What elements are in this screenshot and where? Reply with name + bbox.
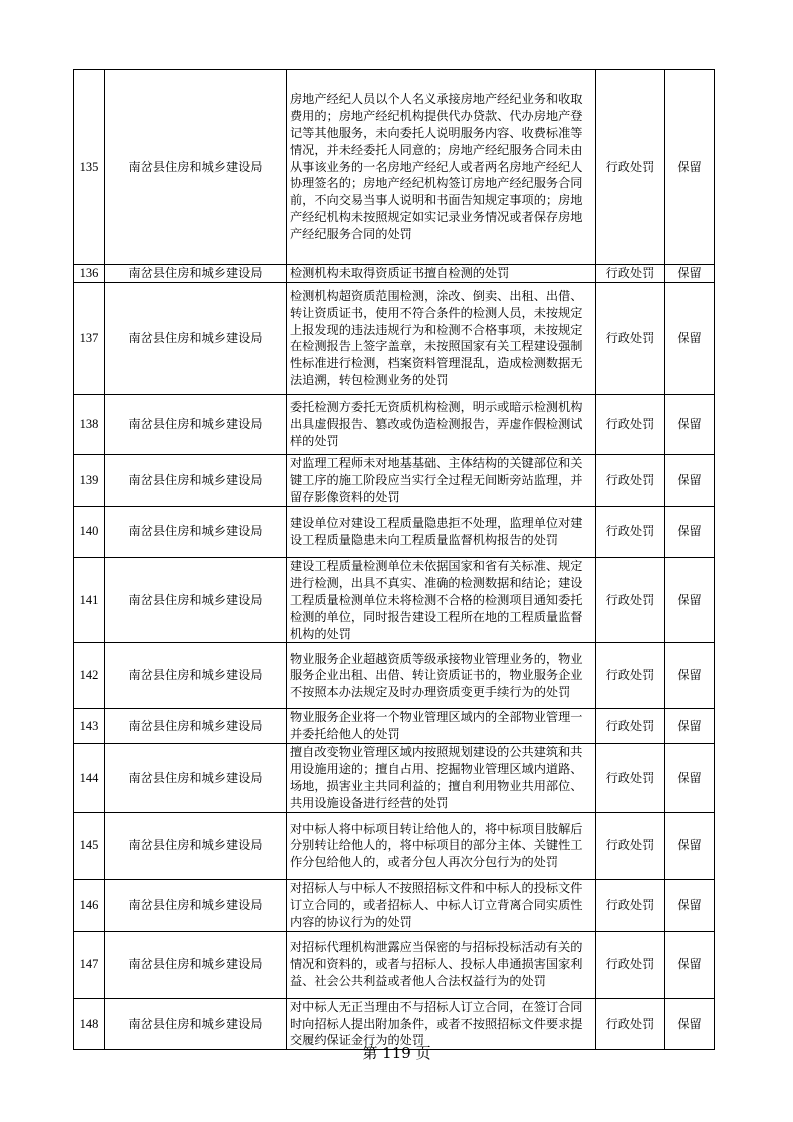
content-cell: 对监理工程师未对地基基础、主体结构的关键部位和关键工序的施工阶段应当实行全过程无间断旁站监理，并留存影像资料的处罚 [287,454,596,506]
content-cell: 物业服务企业超越资质等级承接物业管理业务的，物业服务企业出租、出借、转让资质证书的，物业服务企业不按照本办法规定及时办理资质变更手续行为的处罚 [287,643,596,709]
row-number: 142 [74,643,105,709]
table-row [74,506,715,557]
department-cell: 南岔县住房和城乡建设局 [105,454,287,506]
type-cell: 行政处罚 [596,506,665,557]
department-cell: 南岔县住房和城乡建设局 [105,265,287,283]
type-cell: 行政处罚 [596,394,665,454]
department-cell: 南岔县住房和城乡建设局 [105,506,287,557]
status-cell: 保留 [665,70,715,265]
department-cell: 南岔县住房和城乡建设局 [105,557,287,643]
row-number: 144 [74,744,105,813]
department-cell: 南岔县住房和城乡建设局 [105,282,287,394]
table-row [74,70,715,265]
type-cell: 行政处罚 [596,70,665,265]
content-cell: 房地产经纪人员以个人名义承接房地产经纪业务和收取费用的；房地产经纪机构提供代办贷款、代办房地产登记等其他服务，未向委托人说明服务内容、收费标准等情况，并未经委托人同意的；房地产经纪服务合同未由从事该业务的一名房地产经纪人或者两名房地产经纪人协理签名的；房地产经纪机构签订房地产经纪服务合同前，不向交易当事人说明和书面告知规定事项的；房地产经纪机构未按照规定如实记录业务情况或者保存房地产经纪服务合同的处罚 [287,70,596,265]
status-cell: 保留 [665,931,715,998]
content-cell: 物业服务企业将一个物业管理区域内的全部物业管理一并委托给他人的处罚 [287,709,596,744]
power-list-table [73,69,715,1050]
row-number: 147 [74,931,105,998]
table-row [74,744,715,813]
content-cell: 对中标人无正当理由不与招标人订立合同，在签订合同时向招标人提出附加条件，或者不按照招标文件要求提交履约保证金行为的处罚 [287,998,596,1050]
status-cell: 保留 [665,394,715,454]
row-number: 148 [74,998,105,1050]
table-row [74,557,715,643]
page-number: 第 119 页 [362,1044,431,1062]
type-cell: 行政处罚 [596,265,665,283]
content-cell: 检测机构未取得资质证书擅自检测的处罚 [287,265,596,283]
table-body [74,70,715,1050]
table-row [74,454,715,506]
row-number: 138 [74,394,105,454]
content-cell: 对招标代理机构泄露应当保密的与招标投标活动有关的情况和资料的，或者与招标人、投标人串通损害国家利益、社会公共利益或者他人合法权益行为的处罚 [287,931,596,998]
table-row [74,879,715,931]
type-cell: 行政处罚 [596,812,665,879]
content-cell: 对招标人与中标人不按照招标文件和中标人的投标文件订立合同的，或者招标人、中标人订立背离合同实质性内容的协议行为的处罚 [287,879,596,931]
row-number: 137 [74,282,105,394]
status-cell: 保留 [665,812,715,879]
row-number: 141 [74,557,105,643]
type-cell: 行政处罚 [596,557,665,643]
status-cell: 保留 [665,643,715,709]
table-row [74,931,715,998]
content-cell: 委托检测方委托无资质机构检测，明示或暗示检测机构出具虚假报告、篡改或伪造检测报告，弄虚作假检测试样的处罚 [287,394,596,454]
row-number: 145 [74,812,105,879]
row-number: 146 [74,879,105,931]
status-cell: 保留 [665,454,715,506]
table-row [74,643,715,709]
row-number: 143 [74,709,105,744]
department-cell: 南岔县住房和城乡建设局 [105,744,287,813]
type-cell: 行政处罚 [596,454,665,506]
row-number: 139 [74,454,105,506]
status-cell: 保留 [665,879,715,931]
status-cell: 保留 [665,282,715,394]
status-cell: 保留 [665,265,715,283]
content-cell: 检测机构超资质范围检测，涂改、倒卖、出租、出借、转让资质证书，使用不符合条件的检测人员，未按规定上报发现的违法违规行为和检测不合格事项，未按规定在检测报告上签字盖章，未按照国家有关工程建设强制性标准进行检测，档案资料管理混乱，造成检测数据无法追溯，转包检测业务的处罚 [287,282,596,394]
content-cell: 擅自改变物业管理区域内按照规划建设的公共建筑和共用设施用途的；擅自占用、挖掘物业管理区域内道路、场地，损害业主共同利益的；擅自利用物业共用部位、共用设施设备进行经营的处罚 [287,744,596,813]
status-cell: 保留 [665,998,715,1050]
department-cell: 南岔县住房和城乡建设局 [105,70,287,265]
department-cell: 南岔县住房和城乡建设局 [105,879,287,931]
type-cell: 行政处罚 [596,282,665,394]
content-cell: 建设工程质量检测单位未依据国家和省有关标准、规定进行检测，出具不真实、准确的检测数据和结论；建设工程质量检测单位未将检测不合格的检测项目通知委托检测的单位，同时报告建设工程所在地的工程质量监督机构的处罚 [287,557,596,643]
type-cell: 行政处罚 [596,643,665,709]
table-row [74,812,715,879]
content-cell: 对中标人将中标项目转让给他人的，将中标项目肢解后分别转让给他人的，将中标项目的部分主体、关键性工作分包给他人的，或者分包人再次分包行为的处罚 [287,812,596,879]
department-cell: 南岔县住房和城乡建设局 [105,394,287,454]
row-number: 136 [74,265,105,283]
table-row [74,265,715,283]
table-row [74,709,715,744]
type-cell: 行政处罚 [596,879,665,931]
department-cell: 南岔县住房和城乡建设局 [105,709,287,744]
status-cell: 保留 [665,557,715,643]
row-number: 140 [74,506,105,557]
type-cell: 行政处罚 [596,709,665,744]
department-cell: 南岔县住房和城乡建设局 [105,998,287,1050]
department-cell: 南岔县住房和城乡建设局 [105,931,287,998]
department-cell: 南岔县住房和城乡建设局 [105,643,287,709]
row-number: 135 [74,70,105,265]
table-row [74,282,715,394]
type-cell: 行政处罚 [596,744,665,813]
content-cell: 建设单位对建设工程质量隐患拒不处理，监理单位对建设工程质量隐患未向工程质量监督机构报告的处罚 [287,506,596,557]
status-cell: 保留 [665,744,715,813]
table-row [74,394,715,454]
type-cell: 行政处罚 [596,998,665,1050]
type-cell: 行政处罚 [596,931,665,998]
department-cell: 南岔县住房和城乡建设局 [105,812,287,879]
status-cell: 保留 [665,506,715,557]
status-cell: 保留 [665,709,715,744]
